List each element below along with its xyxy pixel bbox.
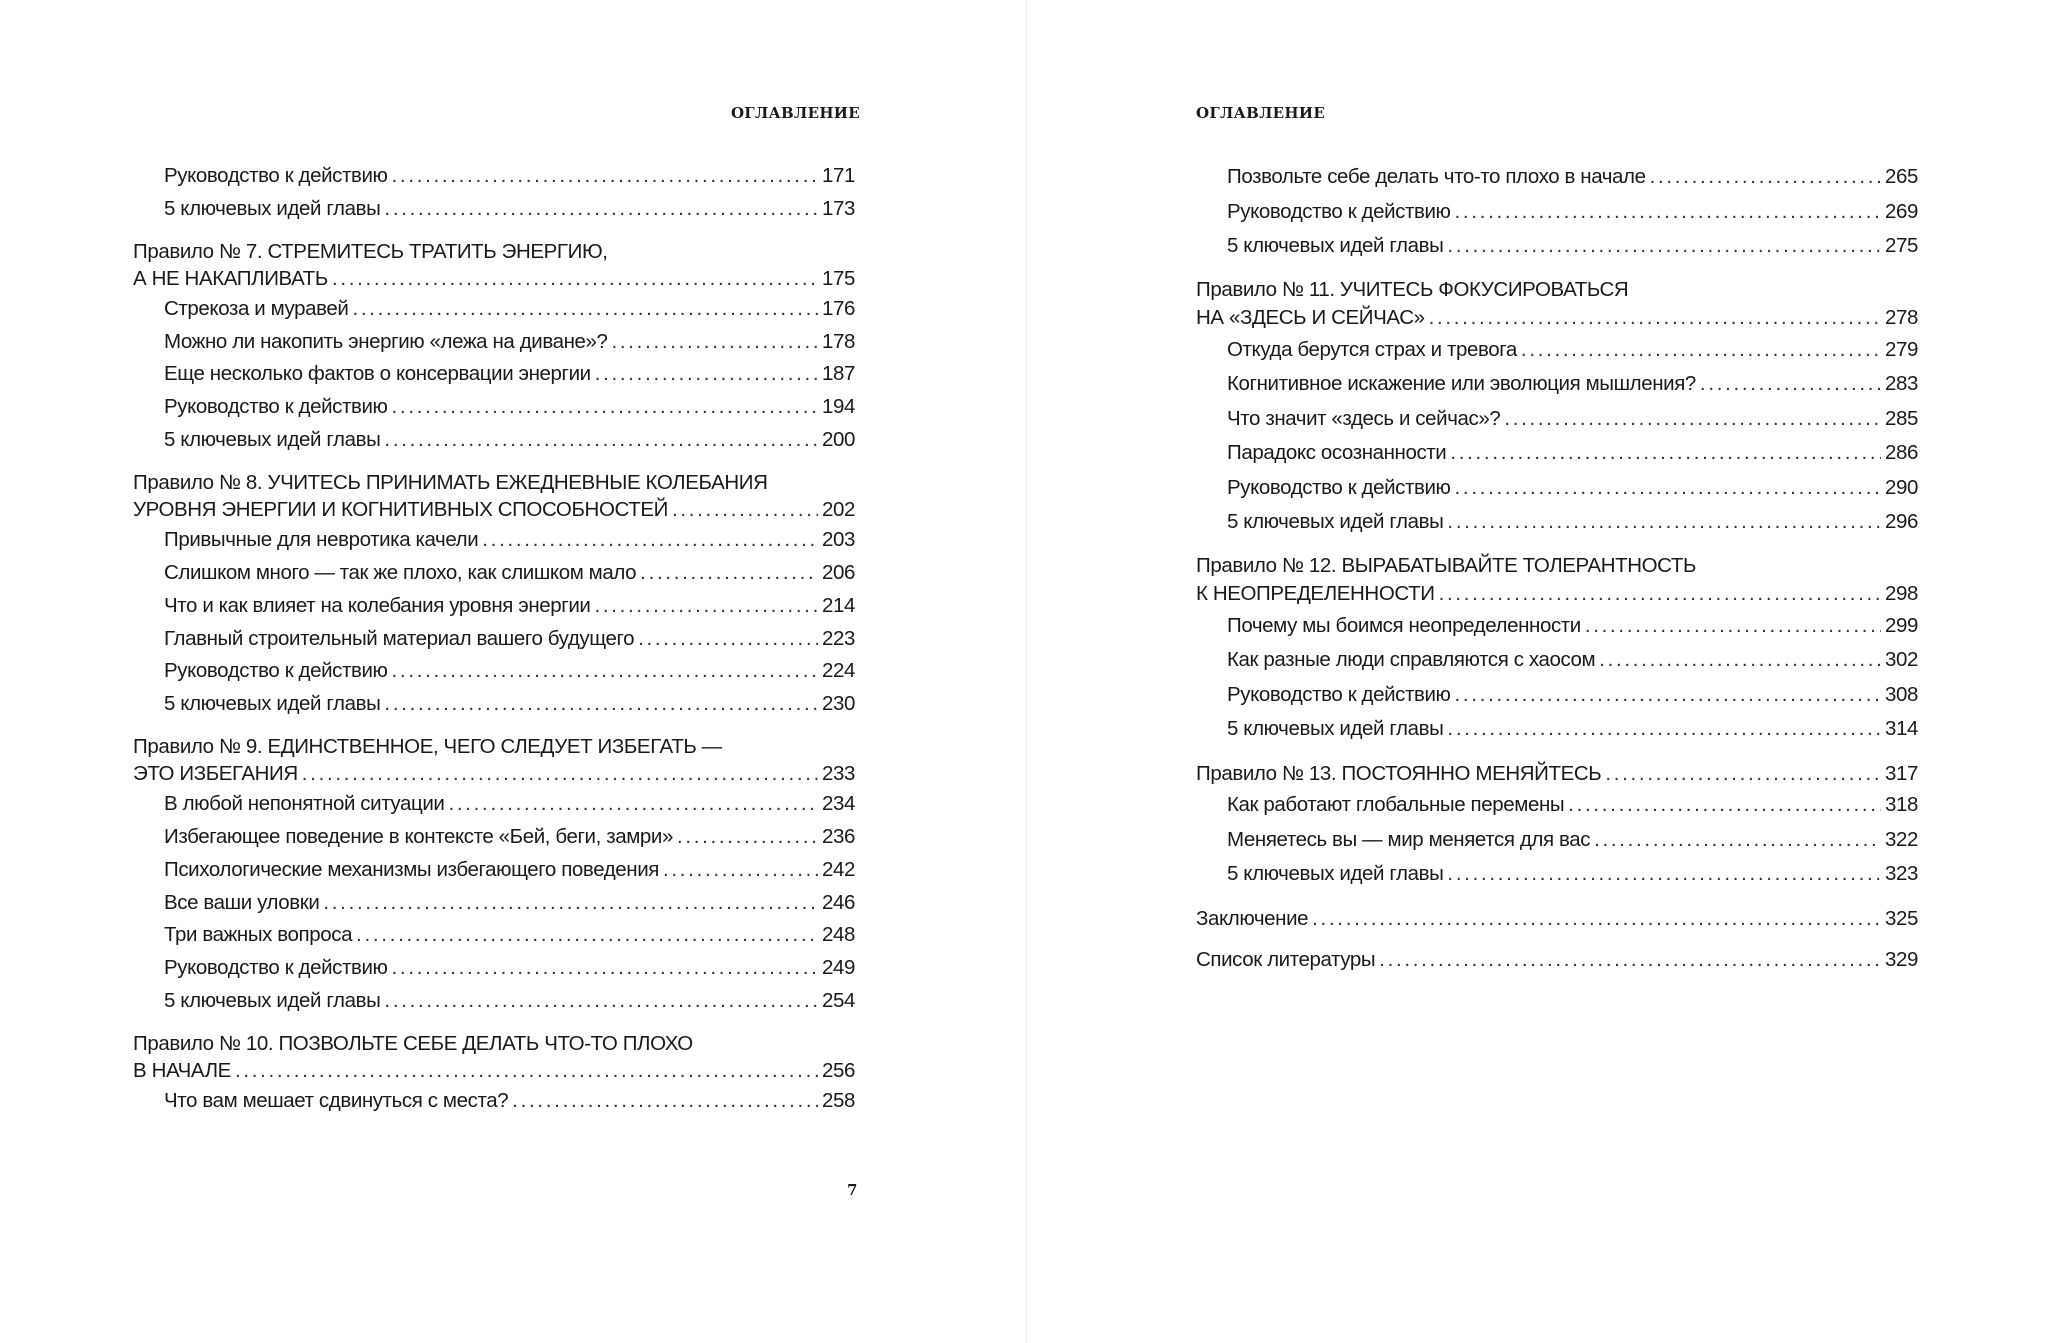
entry-page-number: 283 — [1884, 372, 1918, 395]
entry-page-number: 265 — [1884, 165, 1918, 188]
toc-chapter-entry — [1196, 276, 1918, 333]
entry-page-number: 194 — [821, 395, 855, 419]
toc-section-entry — [1196, 712, 1918, 747]
dot-leader — [1521, 333, 1881, 368]
entry-title: К НЕОПРЕДЕЛЕННОСТИ — [1196, 582, 1435, 605]
dot-leader — [1447, 712, 1881, 747]
entry-page-number: 178 — [821, 329, 855, 353]
entry-page-number: 317 — [1884, 761, 1918, 785]
toc-list — [1196, 160, 1918, 975]
toc-section-entry — [1196, 229, 1918, 264]
entry-page-number: 298 — [1884, 582, 1918, 605]
entry-page-number: 299 — [1884, 613, 1918, 637]
dot-leader — [640, 557, 818, 590]
toc-chapter-entry — [133, 733, 855, 788]
entry-page-number: 322 — [1884, 827, 1918, 851]
entry-title: Правило № 13. ПОСТОЯННО МЕНЯЙТЕСЬ — [1196, 761, 1602, 785]
entry-title: А НЕ НАКАПЛИВАТЬ — [133, 267, 328, 291]
toc-section-entry — [133, 788, 855, 821]
entry-title: 5 ключевых идей главы — [164, 692, 381, 716]
dot-leader — [595, 358, 818, 391]
entry-page-number: 187 — [821, 362, 855, 386]
toc-section-entry — [133, 293, 855, 326]
entry-title: Руководство к действию — [164, 956, 388, 980]
dot-leader — [612, 326, 818, 359]
entry-page-number: 233 — [821, 762, 855, 786]
entry-page-number: 248 — [821, 923, 855, 947]
toc-section-entry — [1196, 160, 1918, 195]
entry-title: Что значит «здесь и сейчас»? — [1227, 406, 1501, 430]
toc-section-entry — [133, 952, 855, 985]
entry-title: Парадокс осознанности — [1227, 441, 1447, 464]
entry-title: Руководство к действию — [164, 164, 388, 187]
toc-section-entry — [133, 160, 855, 193]
toc-section-entry — [1196, 333, 1918, 368]
entry-title: 5 ключевых идей главы — [1227, 717, 1444, 740]
toc-section-entry — [133, 985, 855, 1018]
right-page — [1027, 0, 2048, 1343]
entry-page-number: 325 — [1884, 906, 1918, 930]
dot-leader — [512, 1085, 818, 1118]
entry-title-line: Правило № 9. ЕДИНСТВЕННОЕ, ЧЕГО СЛЕДУЕТ ИЗБЕГАТЬ — — [133, 734, 722, 758]
entry-title: В НАЧАЛЕ — [133, 1059, 231, 1083]
entry-title: Руководство к действию — [1227, 682, 1451, 706]
dot-leader — [1429, 303, 1881, 333]
toc-section-entry — [133, 424, 855, 457]
entry-page-number: 242 — [821, 857, 855, 881]
running-head: ОГЛАВЛЕНИЕ — [730, 104, 860, 122]
toc-section-entry — [1196, 823, 1918, 858]
entry-page-number: 171 — [821, 164, 855, 187]
dot-leader — [1379, 945, 1881, 975]
entry-title: 5 ключевых идей главы — [1227, 862, 1444, 885]
dot-leader — [1585, 609, 1881, 644]
toc-chapter-entry — [133, 238, 855, 293]
entry-page-number: 318 — [1884, 793, 1918, 816]
toc-section-entry — [133, 623, 855, 656]
dot-leader — [384, 193, 818, 226]
entry-page-number: 203 — [821, 528, 855, 552]
dot-leader — [392, 160, 818, 193]
entry-page-number: 308 — [1884, 682, 1918, 706]
entry-title-line: Правило № 8. УЧИТЕСЬ ПРИНИМАТЬ ЕЖЕДНЕВНЫЕ КОЛЕБАНИЯ — [133, 470, 768, 494]
dot-leader — [1455, 678, 1881, 713]
entry-title: Позвольте себе делать что-то плохо в начале — [1227, 165, 1646, 188]
toc-section-entry — [1196, 195, 1918, 230]
dot-leader — [1700, 367, 1881, 402]
toc-section-entry — [1196, 505, 1918, 540]
entry-page-number: 290 — [1884, 475, 1918, 499]
entry-page-number: 200 — [821, 428, 855, 452]
toc-chapter-entry — [1196, 552, 1918, 609]
entry-title: Меняетесь вы — мир меняется для вас — [1227, 827, 1591, 851]
entry-page-number: 302 — [1884, 648, 1918, 671]
entry-page-number: 223 — [821, 626, 855, 650]
entry-title: Что вам мешает сдвинуться с места? — [164, 1089, 509, 1113]
entry-page-number: 173 — [821, 196, 855, 220]
toc-chapter-entry — [1196, 945, 1918, 975]
entry-title: ЭТО ИЗБЕГАНИЯ — [133, 762, 298, 786]
entry-page-number: 175 — [821, 267, 855, 291]
entry-title: 5 ключевых идей главы — [164, 196, 381, 220]
entry-page-number: 224 — [821, 659, 855, 683]
entry-title: Стрекоза и муравей — [164, 296, 349, 320]
toc-section-entry — [133, 557, 855, 590]
entry-title-line: Правило № 10. ПОЗВОЛЬТЕ СЕБЕ ДЕЛАТЬ ЧТО-ТО ПЛОХО — [133, 1031, 693, 1055]
entry-title-line: Правило № 11. УЧИТЕСЬ ФОКУСИРОВАТЬСЯ — [1196, 277, 1629, 301]
toc-section-entry — [133, 887, 855, 920]
toc-section-entry — [1196, 643, 1918, 678]
dot-leader — [448, 788, 818, 821]
entry-title: Руководство к действию — [164, 659, 388, 683]
entry-title: 5 ключевых идей главы — [164, 989, 381, 1013]
toc-section-entry — [1196, 788, 1918, 823]
toc-section-entry — [1196, 609, 1918, 644]
entry-title: Когнитивное искажение или эволюция мышления? — [1227, 372, 1696, 395]
toc-list — [133, 160, 855, 1118]
dot-leader — [1504, 402, 1881, 437]
dot-leader — [677, 821, 818, 854]
dot-leader — [1455, 471, 1881, 506]
entry-title: В любой непонятной ситуации — [164, 792, 445, 816]
dot-leader — [332, 265, 818, 293]
dot-leader — [1594, 823, 1881, 858]
dot-leader — [1605, 759, 1881, 789]
dot-leader — [1447, 229, 1881, 264]
entry-title: Слишком много — так же плохо, как слишком мало — [164, 560, 637, 584]
dot-leader — [356, 919, 818, 952]
toc-section-entry — [133, 854, 855, 887]
entry-page-number: 254 — [821, 989, 855, 1013]
entry-page-number: 246 — [821, 890, 855, 914]
toc-section-entry — [133, 655, 855, 688]
dot-leader — [1455, 195, 1881, 230]
entry-title: 5 ключевых идей главы — [1227, 510, 1444, 533]
toc-chapter-entry — [133, 469, 855, 524]
entry-title: Как разные люди справляются с хаосом — [1227, 648, 1596, 671]
entry-page-number: 329 — [1884, 948, 1918, 971]
toc-section-entry — [133, 193, 855, 226]
toc-section-entry — [133, 358, 855, 391]
entry-page-number: 256 — [821, 1059, 855, 1083]
toc-section-entry — [133, 326, 855, 359]
toc-section-entry — [1196, 367, 1918, 402]
entry-title: УРОВНЯ ЭНЕРГИИ И КОГНИТИВНЫХ СПОСОБНОСТЕЙ — [133, 498, 668, 522]
page-number: 7 — [847, 1181, 858, 1199]
entry-title: Заключение — [1196, 906, 1309, 930]
running-head: ОГЛАВЛЕНИЕ — [1196, 104, 1326, 122]
entry-title: Три важных вопроса — [164, 923, 353, 947]
dot-leader — [392, 391, 818, 424]
dot-leader — [1650, 160, 1881, 195]
dot-leader — [1599, 643, 1881, 678]
dot-leader — [594, 590, 818, 623]
entry-page-number: 269 — [1884, 199, 1918, 223]
entry-page-number: 278 — [1884, 306, 1918, 329]
entry-page-number: 285 — [1884, 406, 1918, 430]
entry-page-number: 275 — [1884, 234, 1918, 257]
dot-leader — [638, 623, 818, 656]
entry-title: Что и как влияет на колебания уровня энергии — [164, 593, 591, 617]
dot-leader — [392, 952, 818, 985]
dot-leader — [1450, 436, 1881, 471]
dot-leader — [392, 655, 818, 688]
entry-title: 5 ключевых идей главы — [164, 428, 381, 452]
dot-leader — [672, 496, 818, 524]
entry-title: Привычные для невротика качели — [164, 528, 479, 552]
dot-leader — [663, 854, 818, 887]
entry-page-number: 258 — [821, 1089, 855, 1113]
entry-page-number: 230 — [821, 692, 855, 716]
entry-page-number: 214 — [821, 593, 855, 617]
dot-leader — [1439, 579, 1881, 609]
dot-leader — [352, 293, 818, 326]
entry-title-line: Правило № 7. СТРЕМИТЕСЬ ТРАТИТЬ ЭНЕРГИЮ, — [133, 239, 608, 263]
entry-page-number: 202 — [821, 498, 855, 522]
dot-leader — [1568, 788, 1881, 823]
entry-page-number: 236 — [821, 825, 855, 849]
entry-title: 5 ключевых идей главы — [1227, 234, 1444, 257]
entry-title: Руководство к действию — [1227, 475, 1451, 499]
entry-page-number: 249 — [821, 956, 855, 980]
toc-section-entry — [1196, 402, 1918, 437]
dot-leader — [323, 887, 818, 920]
entry-page-number: 323 — [1884, 862, 1918, 885]
entry-title: Руководство к действию — [164, 395, 388, 419]
entry-title: Избегающее поведение в контексте «Бей, беги, замри» — [164, 825, 673, 849]
dot-leader — [1447, 505, 1881, 540]
entry-page-number: 286 — [1884, 441, 1918, 464]
toc-section-entry — [1196, 678, 1918, 713]
entry-page-number: 176 — [821, 296, 855, 320]
dot-leader — [1312, 904, 1881, 934]
entry-title: Можно ли накопить энергию «лежа на диване»? — [164, 329, 608, 353]
toc-section-entry — [133, 688, 855, 721]
dot-leader — [384, 688, 818, 721]
toc-chapter-entry — [133, 1030, 855, 1085]
toc-section-entry — [133, 1085, 855, 1118]
toc-section-entry — [1196, 471, 1918, 506]
toc-section-entry — [133, 524, 855, 557]
entry-title: Все ваши уловки — [164, 890, 320, 914]
toc-section-entry — [1196, 436, 1918, 471]
entry-title: Список литературы — [1196, 948, 1376, 971]
dot-leader — [384, 424, 818, 457]
entry-title: Как работают глобальные перемены — [1227, 793, 1565, 816]
entry-page-number: 279 — [1884, 337, 1918, 361]
toc-section-entry — [133, 590, 855, 623]
entry-title-line: Правило № 12. ВЫРАБАТЫВАЙТЕ ТОЛЕРАНТНОСТЬ — [1196, 553, 1697, 577]
entry-title: Еще несколько фактов о консервации энергии — [164, 362, 591, 386]
toc-chapter-entry — [1196, 904, 1918, 934]
entry-title: Откуда берутся страх и тревога — [1227, 337, 1517, 361]
dot-leader — [384, 985, 818, 1018]
entry-title: Главный строительный материал вашего будущего — [164, 626, 635, 650]
entry-page-number: 296 — [1884, 510, 1918, 533]
toc-section-entry — [133, 391, 855, 424]
entry-title: Почему мы боимся неопределенности — [1227, 613, 1581, 637]
entry-title: Психологические механизмы избегающего поведения — [164, 857, 659, 881]
entry-page-number: 234 — [821, 792, 855, 816]
toc-section-entry — [133, 919, 855, 952]
dot-leader — [302, 760, 818, 788]
toc-section-entry — [133, 821, 855, 854]
toc-chapter-entry — [1196, 759, 1918, 789]
toc-section-entry — [1196, 857, 1918, 892]
dot-leader — [482, 524, 818, 557]
entry-page-number: 314 — [1884, 717, 1918, 740]
entry-title: Руководство к действию — [1227, 199, 1451, 223]
dot-leader — [235, 1057, 818, 1085]
entry-page-number: 206 — [821, 560, 855, 584]
entry-title: НА «ЗДЕСЬ И СЕЙЧАС» — [1196, 306, 1425, 329]
dot-leader — [1447, 857, 1881, 892]
